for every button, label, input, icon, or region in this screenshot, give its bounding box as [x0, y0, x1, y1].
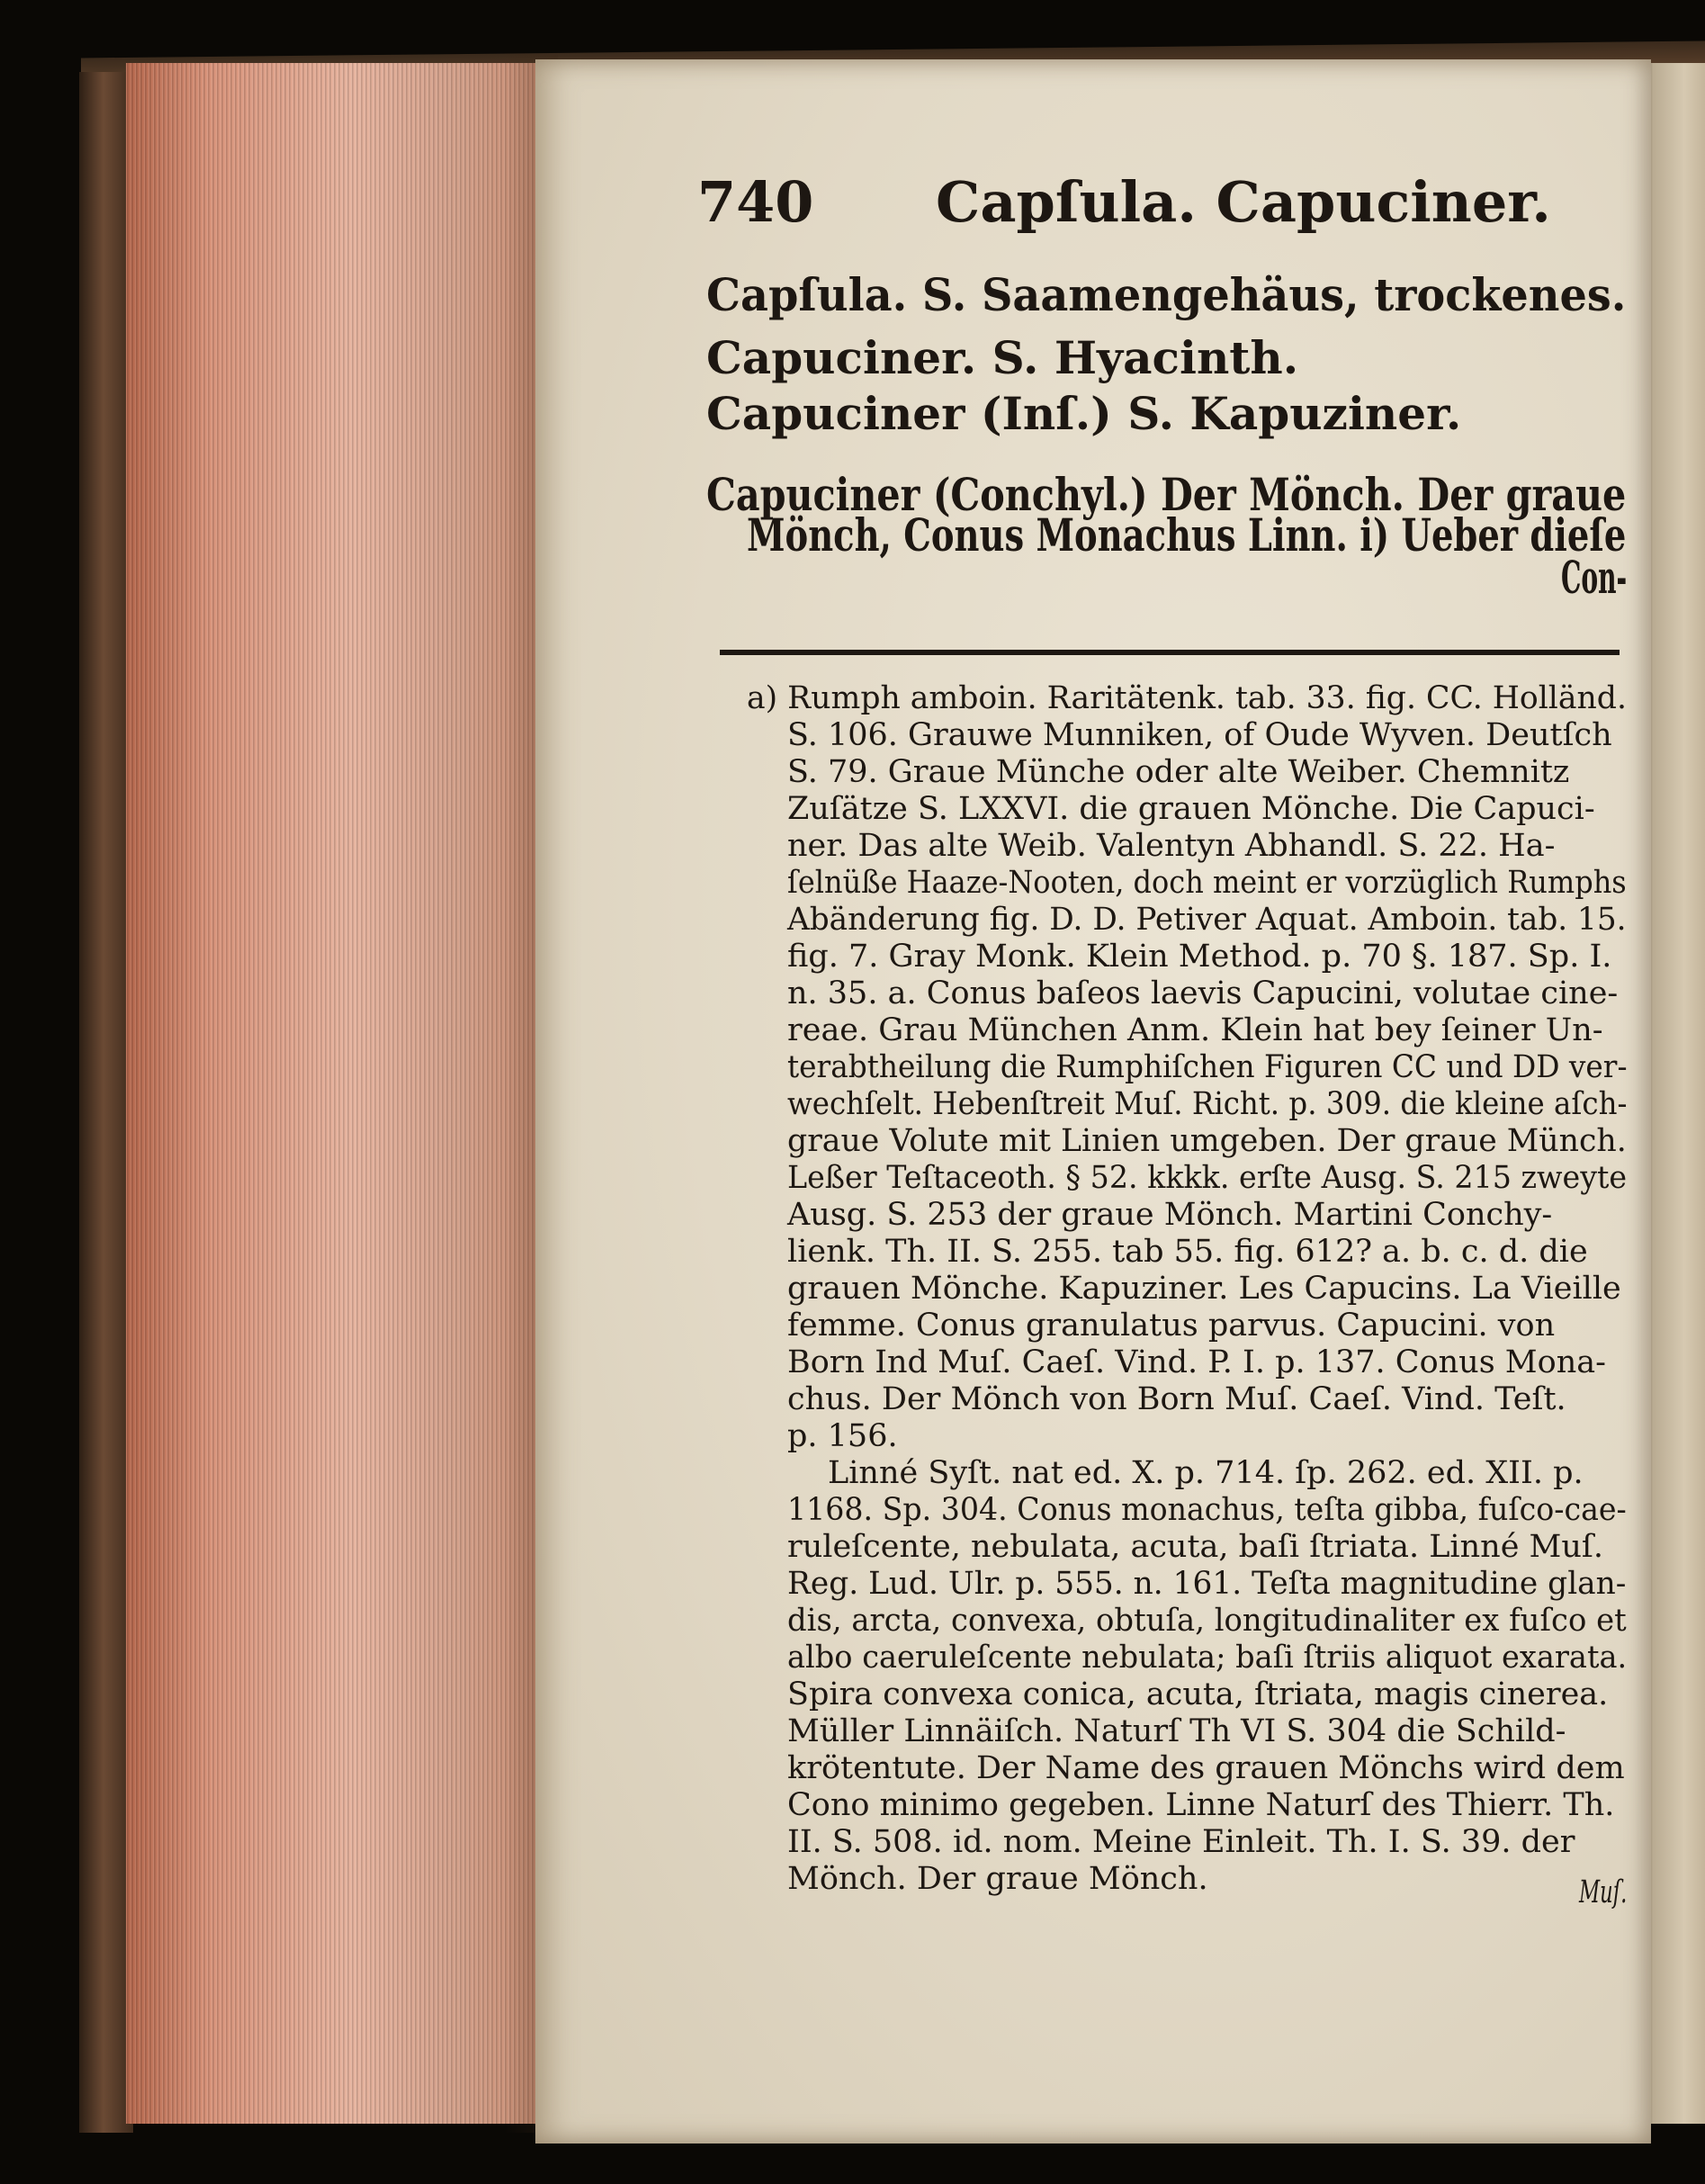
running-head: Capſula. Capuciner.	[936, 169, 1551, 235]
footnote-line: Born Ind Muſ. Caeſ. Vind. P. I. p. 137. Conus Mona-	[787, 1344, 1606, 1380]
footnote-line: graue Volute mit Linien umgeben. Der graue Münch.	[787, 1123, 1627, 1159]
footnote-rule	[720, 650, 1620, 655]
footnote-line: Ausg. S. 253 der graue Mönch. Martini Conchy-	[787, 1197, 1553, 1233]
entry-line: Capſula. S. Saamengehäus, trockenes.	[706, 268, 1627, 321]
footnote-line: Linné Syſt. nat ed. X. p. 714. ſp. 262. ed. XII. p.	[828, 1455, 1584, 1491]
footnote-line: p. 156.	[787, 1418, 898, 1454]
book-cover-spine	[79, 72, 133, 2133]
footnote-line: Mönch. Der graue Mönch.	[787, 1861, 1208, 1897]
footnote-line: ſelnüße Haaze-Nooten, doch meint er vorzüglich Rumphs	[787, 865, 1627, 901]
entry-line: Capuciner (Inſ.) S. Kapuziner.	[706, 387, 1462, 440]
footnote-line: S. 79. Graue Münche oder alte Weiber. Chemnitz	[787, 754, 1570, 790]
footnote-line: terabtheilung die Rumphiſchen Figuren CC und DD ver-	[787, 1049, 1628, 1085]
footnote-line: chus. Der Mönch von Born Muſ. Caeſ. Vind. Teſt.	[787, 1381, 1566, 1417]
entry-line: Capuciner. S. Hyacinth.	[706, 331, 1299, 384]
entry-line: Capuciner (Conchyl.) Der Mönch. Der graue	[706, 468, 1627, 521]
footnote-line: lienk. Th. II. S. 255. tab 55. fig. 612? a. b. c. d. die	[787, 1234, 1588, 1270]
footnote-line: Zuſätze S. LXXVI. die grauen Mönche. Die Capuci-	[787, 791, 1595, 827]
entry-line: Mönch, Conus Monachus Linn. i) Ueber dieſe	[747, 508, 1627, 562]
footnote-line: 1168. Sp. 304. Conus monachus, teſta gibba, fuſco-cae-	[787, 1492, 1627, 1528]
footnote-line: Spira convexa conica, acuta, ſtriata, magis cinerea.	[787, 1676, 1609, 1712]
footnote-line: dis, arcta, convexa, obtuſa, longitudinaliter ex fuſco et	[787, 1603, 1627, 1639]
footnote-line: femme. Conus granulatus parvus. Capucini. von	[787, 1308, 1556, 1344]
footnote-line: ruleſcente, nebulata, acuta, baſi ſtriata. Linné Muſ.	[787, 1529, 1604, 1565]
footnote-line: Reg. Lud. Ulr. p. 555. n. 161. Teſta magnitudine glan-	[787, 1566, 1627, 1602]
footnote-line: Müller Linnäiſch. Naturſ Th VI S. 304 die Schild-	[787, 1713, 1566, 1749]
page-number: 740	[697, 169, 814, 235]
footnote-line: Leßer Teſtaceoth. § 52. kkkk. erſte Ausg. S. 215 zweyte	[787, 1160, 1628, 1196]
footnote-line: S. 106. Grauwe Munniken, of Oude Wyven. Deutſch	[787, 717, 1612, 753]
footnote-line: Cono minimo gegeben. Linne Naturſ des Thierr. Th.	[787, 1787, 1615, 1823]
catchword: Muſ.	[1579, 1874, 1628, 1910]
footnote-line: n. 35. a. Conus baſeos laevis Capucini, volutae cine-	[787, 975, 1619, 1011]
footnote-line: grauen Mönche. Kapuziner. Les Capucins. La Vieille	[787, 1271, 1621, 1307]
footnote-line: albo caeruleſcente nebulata; baſi ſtriis aliquot exarata.	[787, 1640, 1628, 1676]
footnote-line: ner. Das alte Weib. Valentyn Abhandl. S. 22. Ha-	[787, 828, 1556, 864]
footnote-line: krötentute. Der Name des grauen Mönchs wird dem	[787, 1750, 1625, 1786]
footnote-line: II. S. 508. id. nom. Meine Einleit. Th. I. S. 39. der	[787, 1824, 1575, 1860]
footnote-line: a) Rumph amboin. Raritätenk. tab. 33. fig. CC. Holländ.	[747, 680, 1627, 716]
footnote-line: Abänderung fig. D. D. Petiver Aquat. Amboin. tab. 15.	[787, 902, 1627, 938]
footnote-line: wechſelt. Hebenſtreit Muſ. Richt. p. 309. die kleine aſch-	[787, 1086, 1628, 1122]
entry-line: Con-	[1561, 551, 1628, 604]
footnote-line: fig. 7. Gray Monk. Klein Method. p. 70 §. 187. Sp. I.	[787, 939, 1612, 975]
page-edges	[126, 63, 540, 2124]
footnote-line: reae. Grau München Anm. Klein hat bey ſeiner Un-	[787, 1012, 1603, 1048]
